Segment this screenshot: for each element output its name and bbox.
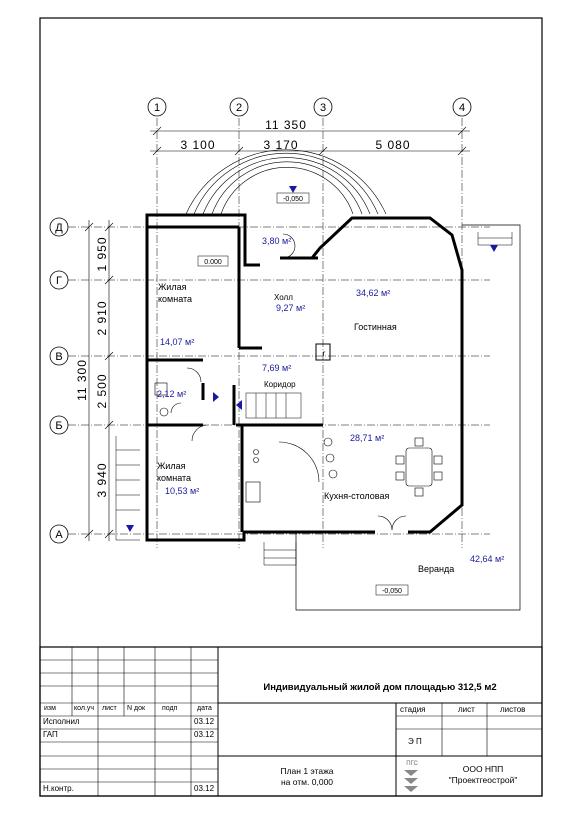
arrow-icon [126, 525, 134, 532]
room-name-bedroom1-l2: комната [158, 294, 193, 304]
room-area-vestibule: 3,80 м² [262, 236, 292, 246]
axis-label-2: 2 [235, 102, 243, 114]
axis-label-a: А [55, 529, 63, 541]
dim-span-3: 5 080 [375, 138, 411, 152]
header-podp: подп [162, 705, 178, 712]
room-area-living: 34,62 м² [356, 288, 391, 298]
room-area-bedroom2: 10,53 м² [165, 486, 200, 496]
sheets-label: листов [500, 705, 526, 714]
stage-label: стадия [400, 705, 426, 714]
dim-row-4: 3 940 [95, 462, 109, 498]
room-name-bedroom2-l1: Жилая [157, 461, 186, 471]
arrow-icon [213, 392, 219, 402]
dim-span-1: 3 100 [180, 138, 216, 152]
axis-label-3: 3 [319, 102, 327, 114]
sign-role-executor: Исполнил [43, 717, 80, 726]
veranda-boundary [296, 225, 520, 610]
room-area-kitchen: 28,71 м² [350, 433, 385, 443]
axis-label-g: Г [56, 275, 62, 287]
dim-span-2: 3 170 [263, 138, 299, 152]
room-name-corridor: Коридор [264, 380, 296, 389]
sheet-frame [40, 18, 542, 796]
header-izm: изм [44, 705, 56, 712]
company-line1: ООО НПП [462, 764, 504, 774]
dimension-lines [85, 127, 470, 541]
header-list: лист [102, 705, 117, 712]
axis-label-d: Д [55, 222, 63, 234]
room-area-hall: 9,27 м² [276, 303, 306, 313]
sign-date-executor: 03.12 [194, 717, 215, 726]
company-line2: "Проектгеострой" [448, 775, 518, 785]
sign-date-norm-control: 03.12 [194, 784, 215, 793]
level-marker-icon [289, 186, 297, 193]
axis-label-v: В [55, 351, 63, 363]
axis-label-1: 1 [153, 102, 161, 114]
furniture [155, 383, 442, 502]
drawing-name-line1: План 1 этажа [280, 766, 334, 776]
drawing-name-line2: на отм. 0,000 [280, 777, 334, 787]
project-title: Индивидуальный жилой дом площадью 312,5 м2 [263, 682, 497, 693]
arrow-icon [490, 245, 498, 252]
axis-lines [68, 118, 490, 548]
room-name-kitchen: Кухня-столовая [324, 491, 390, 501]
level-room: 0.000 [204, 259, 222, 266]
dim-total-height: 11 300 [75, 359, 89, 401]
sign-role-norm-control: Н.контр. [43, 784, 74, 793]
dim-row-1: 1 950 [95, 236, 109, 272]
windows [147, 250, 462, 500]
room-area-veranda: 42,64 м² [470, 554, 505, 564]
room-area-bathroom: 2,12 м² [157, 389, 187, 399]
room-area-corridor: 7,69 м² [262, 363, 292, 373]
logo-text: ПГС [406, 761, 418, 767]
room-area-bedroom1: 14,07 м² [160, 337, 195, 347]
dim-total-width: 11 350 [265, 118, 307, 132]
porch-steps [186, 150, 386, 214]
axis-label-4: 4 [458, 102, 466, 114]
axis-bubbles-rows [50, 218, 68, 543]
dim-row-3: 2 500 [95, 373, 109, 409]
room-name-hall: Холл [274, 293, 293, 302]
sheet-label: лист [458, 705, 475, 714]
fireplace-mark: r [322, 349, 326, 358]
axis-label-b: Б [55, 420, 63, 432]
axis-bubbles-columns [148, 98, 471, 116]
room-name-veranda: Веранда [418, 564, 455, 574]
room-name-bedroom2-l2: комната [157, 473, 192, 483]
header-kol-uch: кол.уч [74, 705, 95, 712]
level-top: -0,050 [283, 196, 303, 203]
company-logo [404, 761, 418, 792]
sign-date-gap: 03.12 [194, 730, 215, 739]
room-name-bedroom1-l1: Жилая [158, 282, 187, 292]
sign-role-gap: ГАП [43, 730, 58, 739]
level-bottom: -0,050 [382, 588, 402, 595]
stage-value: Э П [408, 737, 422, 746]
room-name-living: Гостинная [354, 322, 397, 332]
header-data: дата [197, 705, 212, 712]
dim-row-2: 2 910 [95, 300, 109, 336]
header-n-dok: N док [127, 705, 146, 712]
